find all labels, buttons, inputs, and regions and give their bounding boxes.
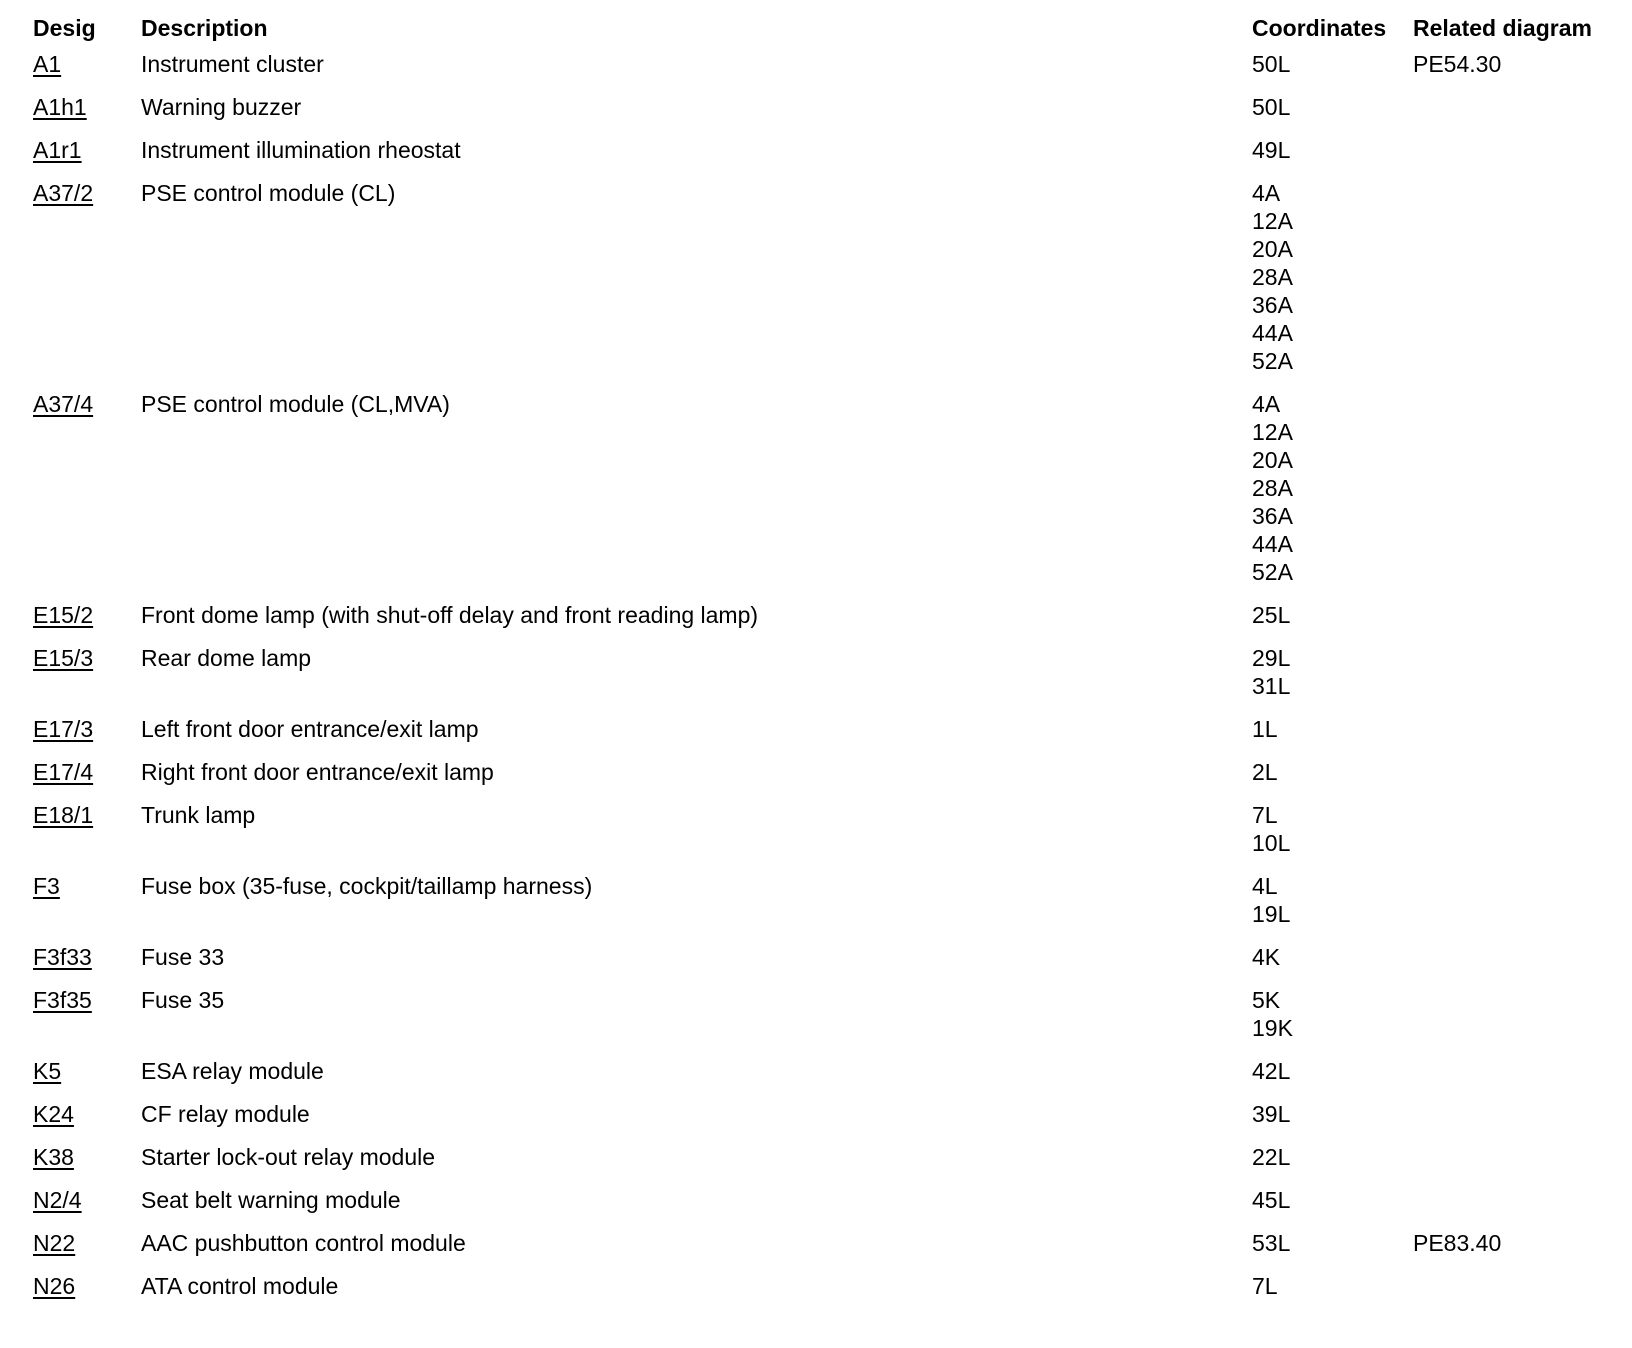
table-row: [33, 93, 1613, 136]
desig-link[interactable]: E17/4: [33, 759, 94, 785]
coordinate-value: 4A: [1252, 391, 1281, 417]
desig-link[interactable]: F3f35: [33, 987, 92, 1013]
table-row: [33, 1186, 1613, 1229]
table-row: [33, 1143, 1613, 1186]
desig-cell: [33, 644, 141, 715]
desig-cell: [33, 1186, 141, 1229]
related-diagram-cell: [1413, 872, 1613, 943]
desig-cell: [33, 1229, 141, 1272]
coordinates-cell: [1252, 801, 1413, 872]
desig-cell: [33, 872, 141, 943]
desig-cell: [33, 390, 141, 601]
table-row: [33, 50, 1613, 93]
table-body: [33, 50, 1613, 1315]
coordinates-cell: [1252, 390, 1413, 601]
description-cell: Starter lock-out relay module: [141, 1144, 436, 1170]
desig-link[interactable]: A1: [33, 51, 62, 77]
header-coordinates: Coordinates: [1252, 15, 1387, 41]
coordinate-value: 4L: [1252, 873, 1278, 899]
related-diagram-cell: [1413, 1143, 1613, 1186]
coordinate-value: 19K: [1252, 1015, 1293, 1041]
description-cell: ATA control module: [141, 1273, 339, 1299]
desig-link[interactable]: N22: [33, 1230, 76, 1256]
desig-cell: [33, 50, 141, 93]
coordinate-value: 7L: [1252, 802, 1278, 828]
table-row: [33, 1100, 1613, 1143]
coordinate-value: 42L: [1252, 1058, 1291, 1084]
table-row: [33, 872, 1613, 943]
description-cell: CF relay module: [141, 1101, 310, 1127]
related-diagram-cell: [1413, 93, 1613, 136]
coordinate-value: 44A: [1252, 531, 1293, 557]
header-description: Description: [141, 15, 268, 41]
desig-link[interactable]: N2/4: [33, 1187, 82, 1213]
related-diagram-cell: [1413, 1057, 1613, 1100]
description-cell: Instrument cluster: [141, 51, 324, 77]
coordinates-cell: [1252, 943, 1413, 986]
coordinate-value: 49L: [1252, 137, 1291, 163]
table-row: [33, 644, 1613, 715]
desig-cell: [33, 1143, 141, 1186]
description-cell: AAC pushbutton control module: [141, 1230, 466, 1256]
description-cell: PSE control module (CL,MVA): [141, 391, 450, 417]
coordinates-cell: [1252, 1143, 1413, 1186]
desig-link[interactable]: A1h1: [33, 94, 87, 120]
coordinates-cell: [1252, 1100, 1413, 1143]
desig-cell: [33, 986, 141, 1057]
desig-cell: [33, 179, 141, 390]
coordinate-value: 39L: [1252, 1101, 1291, 1127]
coordinates-cell: [1252, 179, 1413, 390]
related-diagram-cell: [1413, 390, 1613, 601]
table-row: [33, 986, 1613, 1057]
coordinates-cell: [1252, 872, 1413, 943]
coordinates-cell: [1252, 136, 1413, 179]
related-diagram-cell: [1413, 986, 1613, 1057]
table-row: [33, 758, 1613, 801]
desig-link[interactable]: K24: [33, 1101, 74, 1127]
coordinate-value: 28A: [1252, 475, 1293, 501]
description-cell: Seat belt warning module: [141, 1187, 401, 1213]
related-diagram-cell: [1413, 715, 1613, 758]
table-row: [33, 136, 1613, 179]
coordinates-cell: [1252, 644, 1413, 715]
related-diagram-cell: PE83.40: [1413, 1230, 1502, 1256]
table-row: [33, 1229, 1613, 1272]
component-legend-table: [33, 14, 1613, 1315]
coordinate-value: 50L: [1252, 94, 1291, 120]
description-cell: Rear dome lamp: [141, 645, 312, 671]
coordinate-value: 53L: [1252, 1230, 1291, 1256]
table-row: [33, 601, 1613, 644]
coordinate-value: 20A: [1252, 236, 1293, 262]
description-cell: Fuse 35: [141, 987, 225, 1013]
description-cell: Front dome lamp (with shut-off delay and front reading lamp): [141, 602, 759, 628]
coordinate-value: 4A: [1252, 180, 1281, 206]
table-row: [33, 1272, 1613, 1315]
coordinates-cell: [1252, 1272, 1413, 1315]
coordinates-cell: [1252, 1057, 1413, 1100]
table-row: [33, 801, 1613, 872]
desig-link[interactable]: F3: [33, 873, 60, 899]
coordinate-value: 12A: [1252, 208, 1293, 234]
description-cell: Warning buzzer: [141, 94, 302, 120]
related-diagram-cell: [1413, 601, 1613, 644]
table-row: [33, 715, 1613, 758]
coordinates-cell: [1252, 715, 1413, 758]
coordinates-cell: [1252, 50, 1413, 93]
desig-cell: [33, 758, 141, 801]
desig-link[interactable]: E15/2: [33, 602, 94, 628]
coordinates-cell: [1252, 758, 1413, 801]
header-related-diagram: Related diagram: [1413, 15, 1592, 41]
description-cell: Instrument illumination rheostat: [141, 137, 461, 163]
table-row: [33, 943, 1613, 986]
coordinates-cell: [1252, 986, 1413, 1057]
related-diagram-cell: [1413, 136, 1613, 179]
coordinate-value: 22L: [1252, 1144, 1291, 1170]
coordinate-value: 4K: [1252, 944, 1281, 970]
related-diagram-cell: PE54.30: [1413, 51, 1502, 77]
description-cell: Left front door entrance/exit lamp: [141, 716, 479, 742]
coordinate-value: 52A: [1252, 348, 1293, 374]
coordinates-cell: [1252, 1229, 1413, 1272]
desig-cell: [33, 943, 141, 986]
description-cell: Fuse 33: [141, 944, 225, 970]
coordinate-value: 29L: [1252, 645, 1291, 671]
description-cell: ESA relay module: [141, 1058, 324, 1084]
desig-cell: [33, 1272, 141, 1315]
desig-link[interactable]: N26: [33, 1273, 76, 1299]
coordinate-value: 50L: [1252, 51, 1291, 77]
coordinate-value: 28A: [1252, 264, 1293, 290]
coordinate-value: 44A: [1252, 320, 1293, 346]
coordinate-value: 20A: [1252, 447, 1293, 473]
description-cell: Right front door entrance/exit lamp: [141, 759, 494, 785]
coordinates-cell: [1252, 601, 1413, 644]
desig-link[interactable]: F3f33: [33, 944, 92, 970]
header-row: [33, 14, 1613, 50]
desig-cell: [33, 136, 141, 179]
desig-cell: [33, 1057, 141, 1100]
desig-cell: [33, 1100, 141, 1143]
description-cell: Fuse box (35-fuse, cockpit/taillamp harness): [141, 873, 593, 899]
desig-cell: [33, 801, 141, 872]
coordinates-cell: [1252, 93, 1413, 136]
related-diagram-cell: [1413, 179, 1613, 390]
desig-cell: [33, 601, 141, 644]
coordinate-value: 36A: [1252, 503, 1293, 529]
coordinate-value: 52A: [1252, 559, 1293, 585]
desig-link[interactable]: E17/3: [33, 716, 94, 742]
coordinates-cell: [1252, 1186, 1413, 1229]
desig-cell: [33, 93, 141, 136]
description-cell: Trunk lamp: [141, 802, 256, 828]
desig-link[interactable]: K38: [33, 1144, 74, 1170]
related-diagram-cell: [1413, 943, 1613, 986]
coordinate-value: 1L: [1252, 716, 1278, 742]
related-diagram-cell: [1413, 801, 1613, 872]
table-row: [33, 390, 1613, 601]
coordinate-value: 25L: [1252, 602, 1291, 628]
related-diagram-cell: [1413, 1100, 1613, 1143]
related-diagram-cell: [1413, 1272, 1613, 1315]
table-row: [33, 179, 1613, 390]
table-header: [33, 14, 1613, 50]
description-cell: PSE control module (CL): [141, 180, 396, 206]
desig-link[interactable]: A37/4: [33, 391, 94, 417]
header-desig: Desig: [33, 15, 96, 41]
desig-link[interactable]: E18/1: [33, 802, 94, 828]
coordinate-value: 10L: [1252, 830, 1291, 856]
desig-link[interactable]: A37/2: [33, 180, 94, 206]
related-diagram-cell: [1413, 1186, 1613, 1229]
related-diagram-cell: [1413, 644, 1613, 715]
coordinate-value: 31L: [1252, 673, 1291, 699]
coordinate-value: 36A: [1252, 292, 1293, 318]
coordinate-value: 19L: [1252, 901, 1291, 927]
desig-link[interactable]: K5: [33, 1058, 62, 1084]
coordinate-value: 2L: [1252, 759, 1278, 785]
table-row: [33, 1057, 1613, 1100]
related-diagram-cell: [1413, 758, 1613, 801]
coordinate-value: 7L: [1252, 1273, 1278, 1299]
desig-link[interactable]: E15/3: [33, 645, 94, 671]
coordinate-value: 45L: [1252, 1187, 1291, 1213]
desig-link[interactable]: A1r1: [33, 137, 82, 163]
desig-cell: [33, 715, 141, 758]
coordinate-value: 5K: [1252, 987, 1281, 1013]
coordinate-value: 12A: [1252, 419, 1293, 445]
